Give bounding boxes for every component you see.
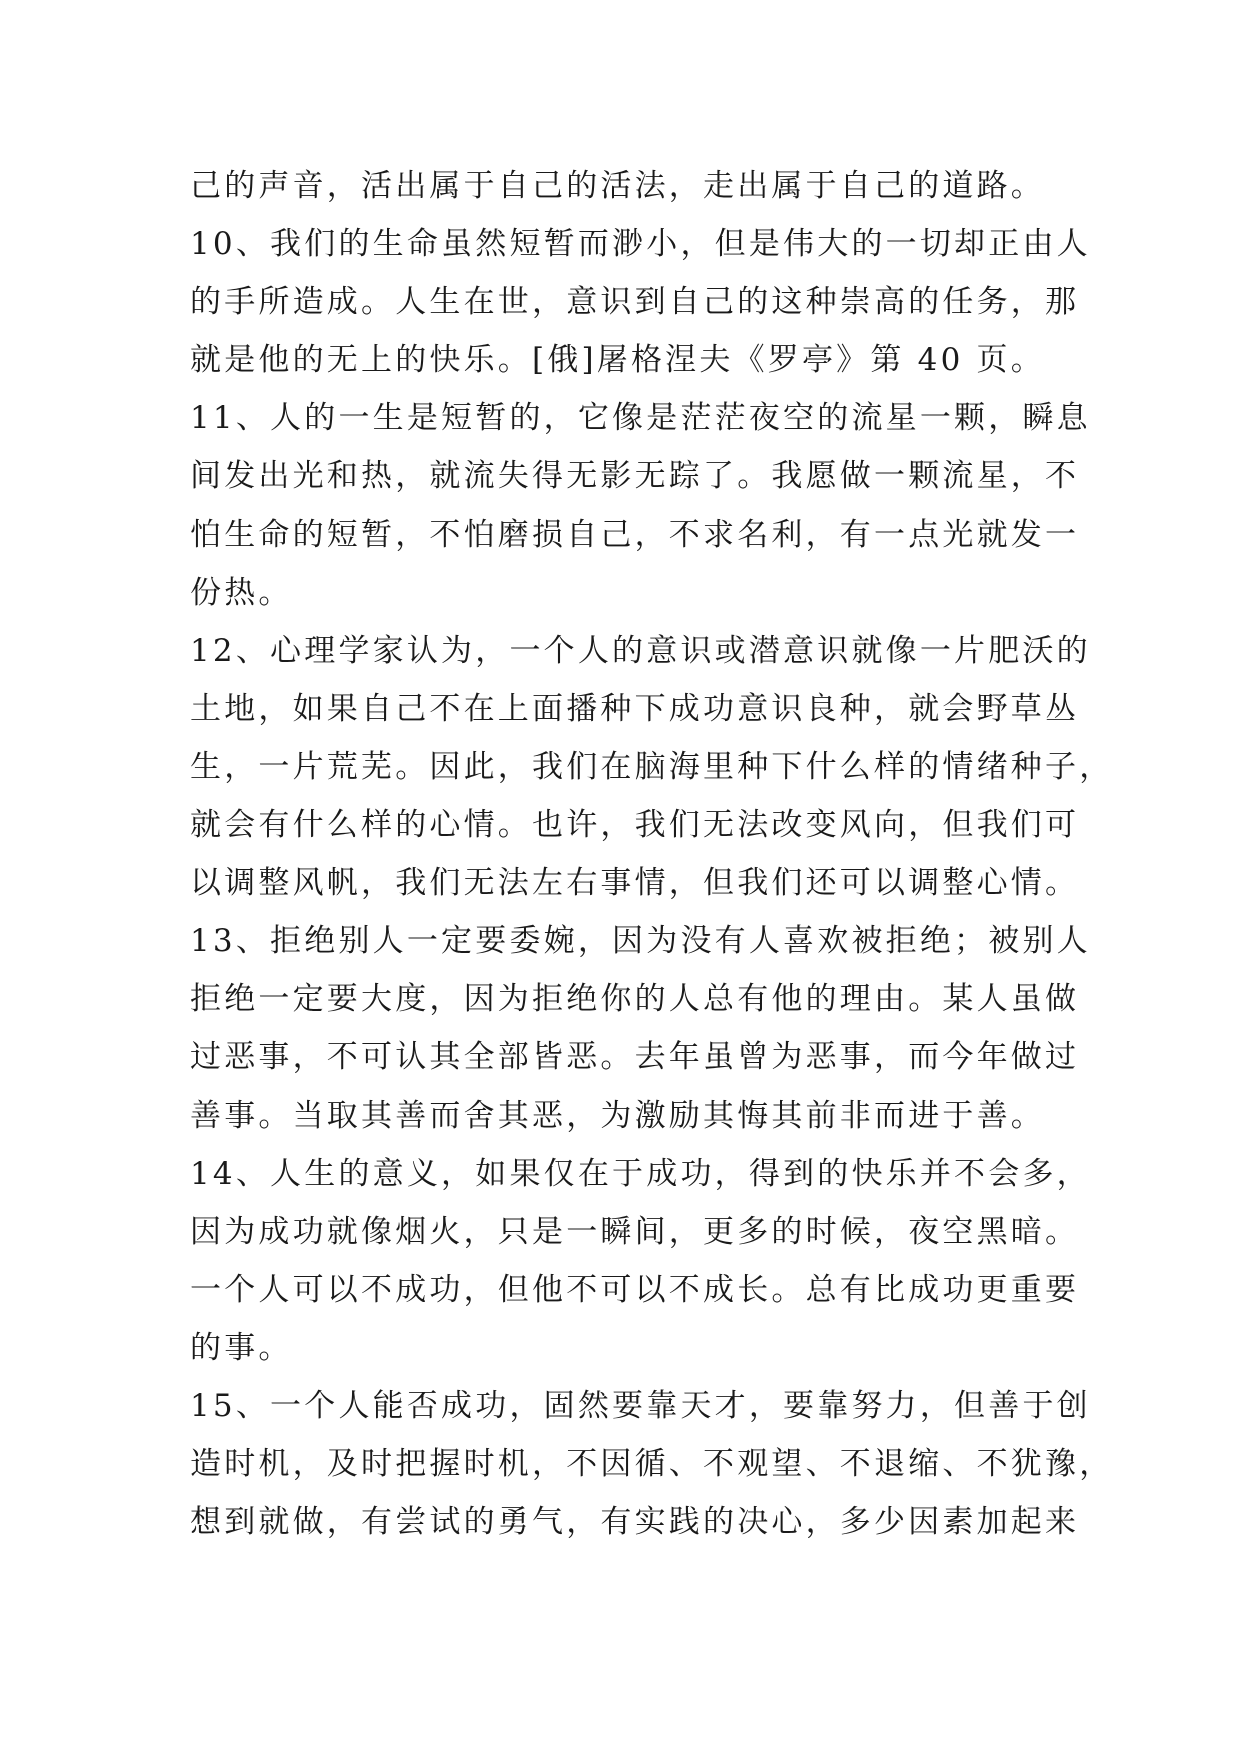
text-line: 间发出光和热，就流失得无影无踪了。我愿做一颗流星，不 [190,458,1080,495]
text-line: 14、人生的意义，如果仅在于成功，得到的快乐并不会多， [190,1155,1091,1192]
text-line: 造时机，及时把握时机，不因循、不观望、不退缩、不犹豫， [190,1446,1114,1483]
text-line: 怕生命的短暂，不怕磨损自己，不求名利，有一点光就发一 [190,516,1080,553]
text-line: 因为成功就像烟火，只是一瞬间，更多的时候，夜空黑暗。 [190,1213,1080,1250]
text-line: 的事。 [190,1329,293,1366]
text-line: 己的声音，活出属于自己的活法，走出属于自己的道路。 [190,168,1045,204]
text-line: 的手所造成。人生在世，意识到自己的这种崇高的任务，那 [190,284,1080,321]
text-line: 拒绝一定要大度，因为拒绝你的人总有他的理由。某人虽做 [190,981,1080,1018]
text-line: 土地，如果自己不在上面播种下成功意识良种，就会野草丛 [190,690,1080,727]
text-line: 就是他的无上的快乐。[俄]屠格涅夫《罗亭》第 40 页。 [190,342,1045,379]
text-line: 12、心理学家认为，一个人的意识或潜意识就像一片肥沃的 [190,632,1091,669]
body-text [190,157,1114,1551]
text-line: 善事。当取其善而舍其恶，为激励其悔其前非而进于善。 [190,1097,1045,1134]
text-line: 10、我们的生命虽然短暂而渺小，但是伟大的一切却正由人 [190,226,1091,263]
text-line: 13、拒绝别人一定要委婉，因为没有人喜欢被拒绝；被别人 [190,923,1091,960]
text-line: 一个人可以不成功，但他不可以不成长。总有比成功更重要 [190,1271,1080,1308]
text-line: 份热。 [190,574,293,611]
text-line: 过恶事，不可认其全部皆恶。去年虽曾为恶事，而今年做过 [190,1039,1080,1076]
text-line: 11、人的一生是短暂的，它像是茫茫夜空的流星一颗，瞬息 [190,400,1091,437]
text-line: 生，一片荒芜。因此，我们在脑海里种下什么样的情绪种子， [190,748,1114,785]
text-line: 以调整风帆，我们无法左右事情，但我们还可以调整心情。 [190,865,1080,902]
text-line: 就会有什么样的心情。也许，我们无法改变风向，但我们可 [190,807,1080,844]
text-line: 15、一个人能否成功，固然要靠天才，要靠努力，但善于创 [190,1387,1091,1424]
text-line: 想到就做，有尝试的勇气，有实践的决心，多少因素加起来 [190,1504,1080,1541]
